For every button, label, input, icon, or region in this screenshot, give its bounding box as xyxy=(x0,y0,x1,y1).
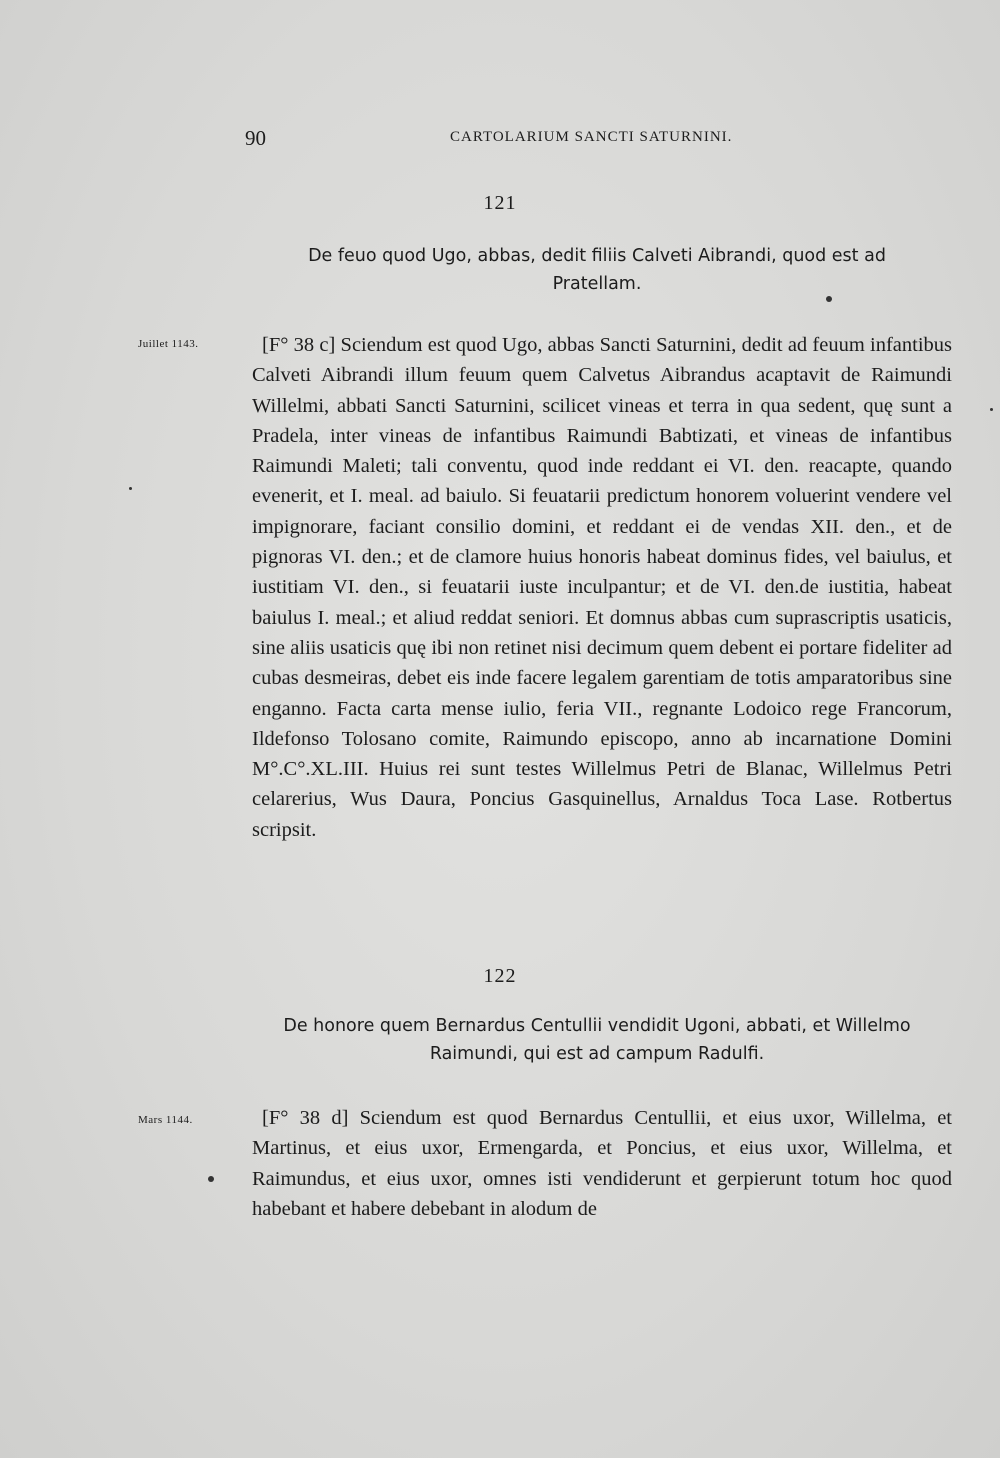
ink-speck xyxy=(208,1176,214,1182)
running-title: CARTOLARIUM SANCTI SATURNINI. xyxy=(450,129,733,145)
page-number: 90 xyxy=(245,126,266,150)
margin-date-121: Juillet 1143. xyxy=(138,338,199,350)
charter-number-122: 122 xyxy=(483,965,517,987)
running-head xyxy=(245,126,945,156)
charter-text-122 xyxy=(252,1103,952,1224)
charter-paragraph: [F° 38 d] Sciendum est quod Bernardus Centullii, et eius uxor, Willelma, et Martinus, et eius uxor, Ermengarda, et Poncius, et eius uxor, Willelma, et Raimundus, et eius uxor, omnes isti vendiderunt et gerpierunt totum hoc quod habebant et habere debebant in alodum de xyxy=(252,1107,952,1220)
charter-number-121: 121 xyxy=(483,192,517,214)
charter-text-121 xyxy=(252,330,952,845)
ink-speck xyxy=(826,296,832,302)
charter-paragraph: [F° 38 c] Sciendum est quod Ugo, abbas Sancti Saturnini, dedit ad feuum infantibus Calveti Aibrandi illum feuum quem Calvetus Aibrandus acaptavit de Raimundi Willelmi, abbati Sancti Saturnini, scilicet vineas et terra in qua sedent, quę sunt a Pradela, inter vineas de infantibus Raimundi Babtizati, et vineas de infantibus Raimundi Maleti; tali conventu, quod inde reddant ei VI. den. reacapte, quando evenerit, et I. meal. ad baiulo. Si feuatarii predictum honorem voluerint vendere vel impignorare, faciant consilio domini, et reddant ei de vendas XII. den., et de pignoras VI. den.; et de clamore huius honoris habeat dominus fides, vel baiulus, et iustitiam VI. den., si feuatarii iuste inculpantur; et de VI. den.de iustitia, habeat baiulus I. meal.; et aliud reddat seniori. Et domnus abbas cum suprascriptis usaticis, sine aliis usaticis quę ibi non retinet nisi decimum quem debent ei portare fideliter ad cubas desmeiras, debet eis inde facere legalem garentiam de totis amparatoribus sine enganno. Facta carta mense iulio, feria VII., regnante Lodoico rege Francorum, Ildefonso Tolosano comite, Raimundo episcopo, anno ab incarnatione Domini M°.C°.XL.III. Huius rei sunt testes Willelmus Petri de Blanac, Willelmus Petri celarerius, Wus Daura, Poncius Gasquinellus, Arnaldus Toca Lase. Rotbertus scripsit. xyxy=(252,334,952,841)
ink-speck xyxy=(990,408,993,411)
charter-rubric-121: De feuo quod Ugo, abbas, dedit filiis Calveti Aibrandi, quod est ad Pratellam. xyxy=(308,246,886,294)
charter-rubric-122: De honore quem Bernardus Centullii vendidit Ugoni, abbati, et Willelmo Raimundi, qui est ad campum Radulfi. xyxy=(283,1016,911,1064)
ink-speck xyxy=(129,487,132,490)
margin-date-122: Mars 1144. xyxy=(138,1114,193,1126)
